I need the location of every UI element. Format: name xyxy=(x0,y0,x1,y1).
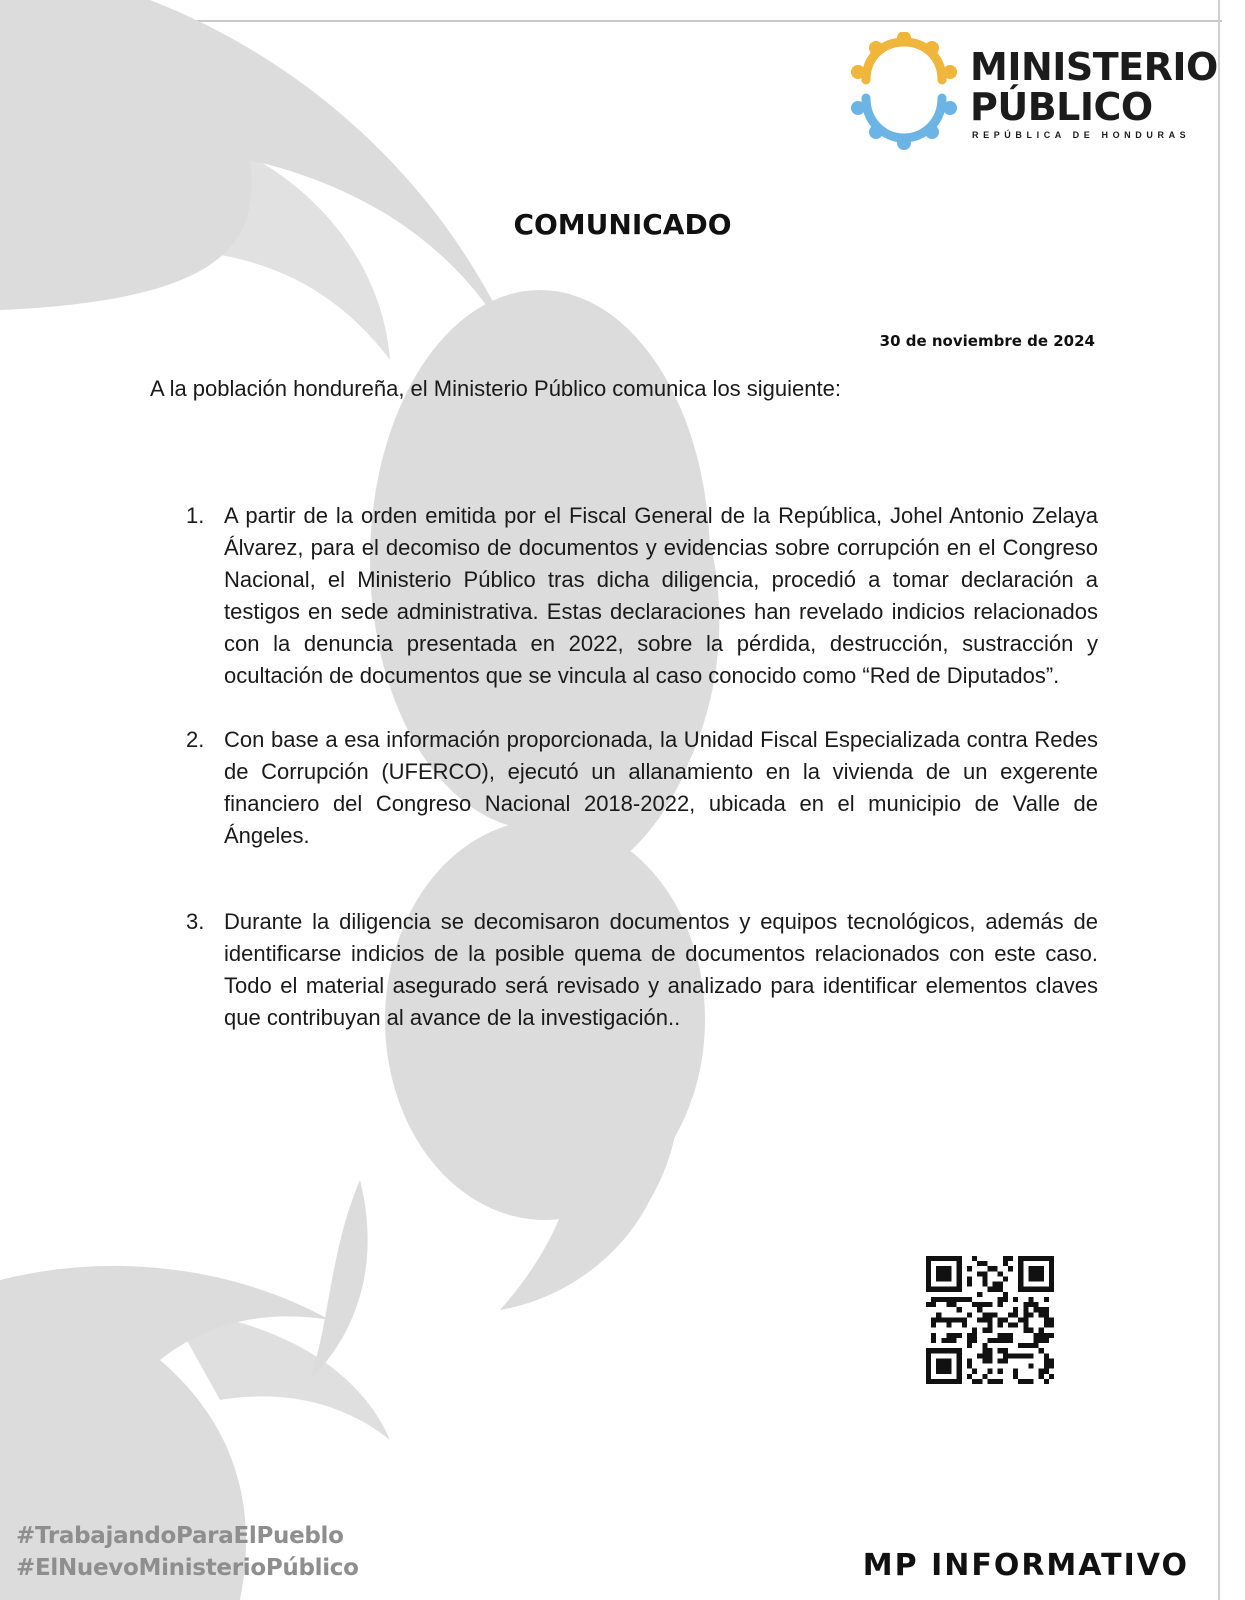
document-title: COMUNICADO xyxy=(513,208,732,241)
numbered-list xyxy=(180,500,1098,1034)
list-item-number: 2. xyxy=(186,727,205,752)
list-item xyxy=(180,906,1098,1034)
hashtags xyxy=(16,1520,359,1584)
logo-people-circle-icon xyxy=(848,32,960,150)
list-item-number: 1. xyxy=(186,503,205,528)
logo-text-ministerio: MINISTERIO xyxy=(970,45,1218,89)
list-item xyxy=(180,500,1098,692)
qr-code-icon xyxy=(926,1256,1054,1384)
hashtag-nuevo-ministerio: #ElNuevoMinisterioPúblico xyxy=(16,1555,359,1581)
hashtag-trabajando: #TrabajandoParaElPueblo xyxy=(16,1523,344,1549)
list-item-text: Durante la diligencia se decomisaron documentos y equipos tecnológicos, además de identificarse indicios de la posible quema de documentos relacionados con este caso. Todo el material asegurado será revisado y analizado para identificar elementos claves que contribuyan al avance de la investigación.. xyxy=(224,909,1098,1030)
mp-informativo-brand: MP INFORMATIVO xyxy=(862,1548,1189,1583)
logo-text-publico: PÚBLICO xyxy=(970,85,1153,129)
ministerio-publico-logo xyxy=(848,32,1218,152)
list-item xyxy=(180,724,1098,852)
list-item-text: A partir de la orden emitida por el Fiscal General de la República, Johel Antonio Zelaya Álvarez, para el decomiso de documentos y evidencias sobre corrupción en el Congreso Nacional, el Ministerio Público tras dicha diligencia, procedió a tomar declaración a testigos en sede administrativa. Estas declaraciones han revelado indicios relacionados con la denuncia presentada en 2022, sobre la pérdida, destrucción, sustracción y ocultación de documentos que se vincula al caso conocido como “Red de Diputados”. xyxy=(224,503,1098,688)
logo-subtitle: REPÚBLICA DE HONDURAS xyxy=(972,130,1191,140)
list-item-text: Con base a esa información proporcionada, la Unidad Fiscal Especializada contra Redes de Corrupción (UFERCO), ejecutó un allanamiento en la vivienda de un exgerente financiero del Congreso Nacional 2018-2022, ubicada en el municipio de Valle de Ángeles. xyxy=(224,727,1098,848)
list-item-number: 3. xyxy=(186,909,205,934)
intro-paragraph: A la población hondureña, el Ministerio Público comunica los siguiente: xyxy=(150,376,841,401)
document-date: 30 de noviembre de 2024 xyxy=(879,332,1095,350)
